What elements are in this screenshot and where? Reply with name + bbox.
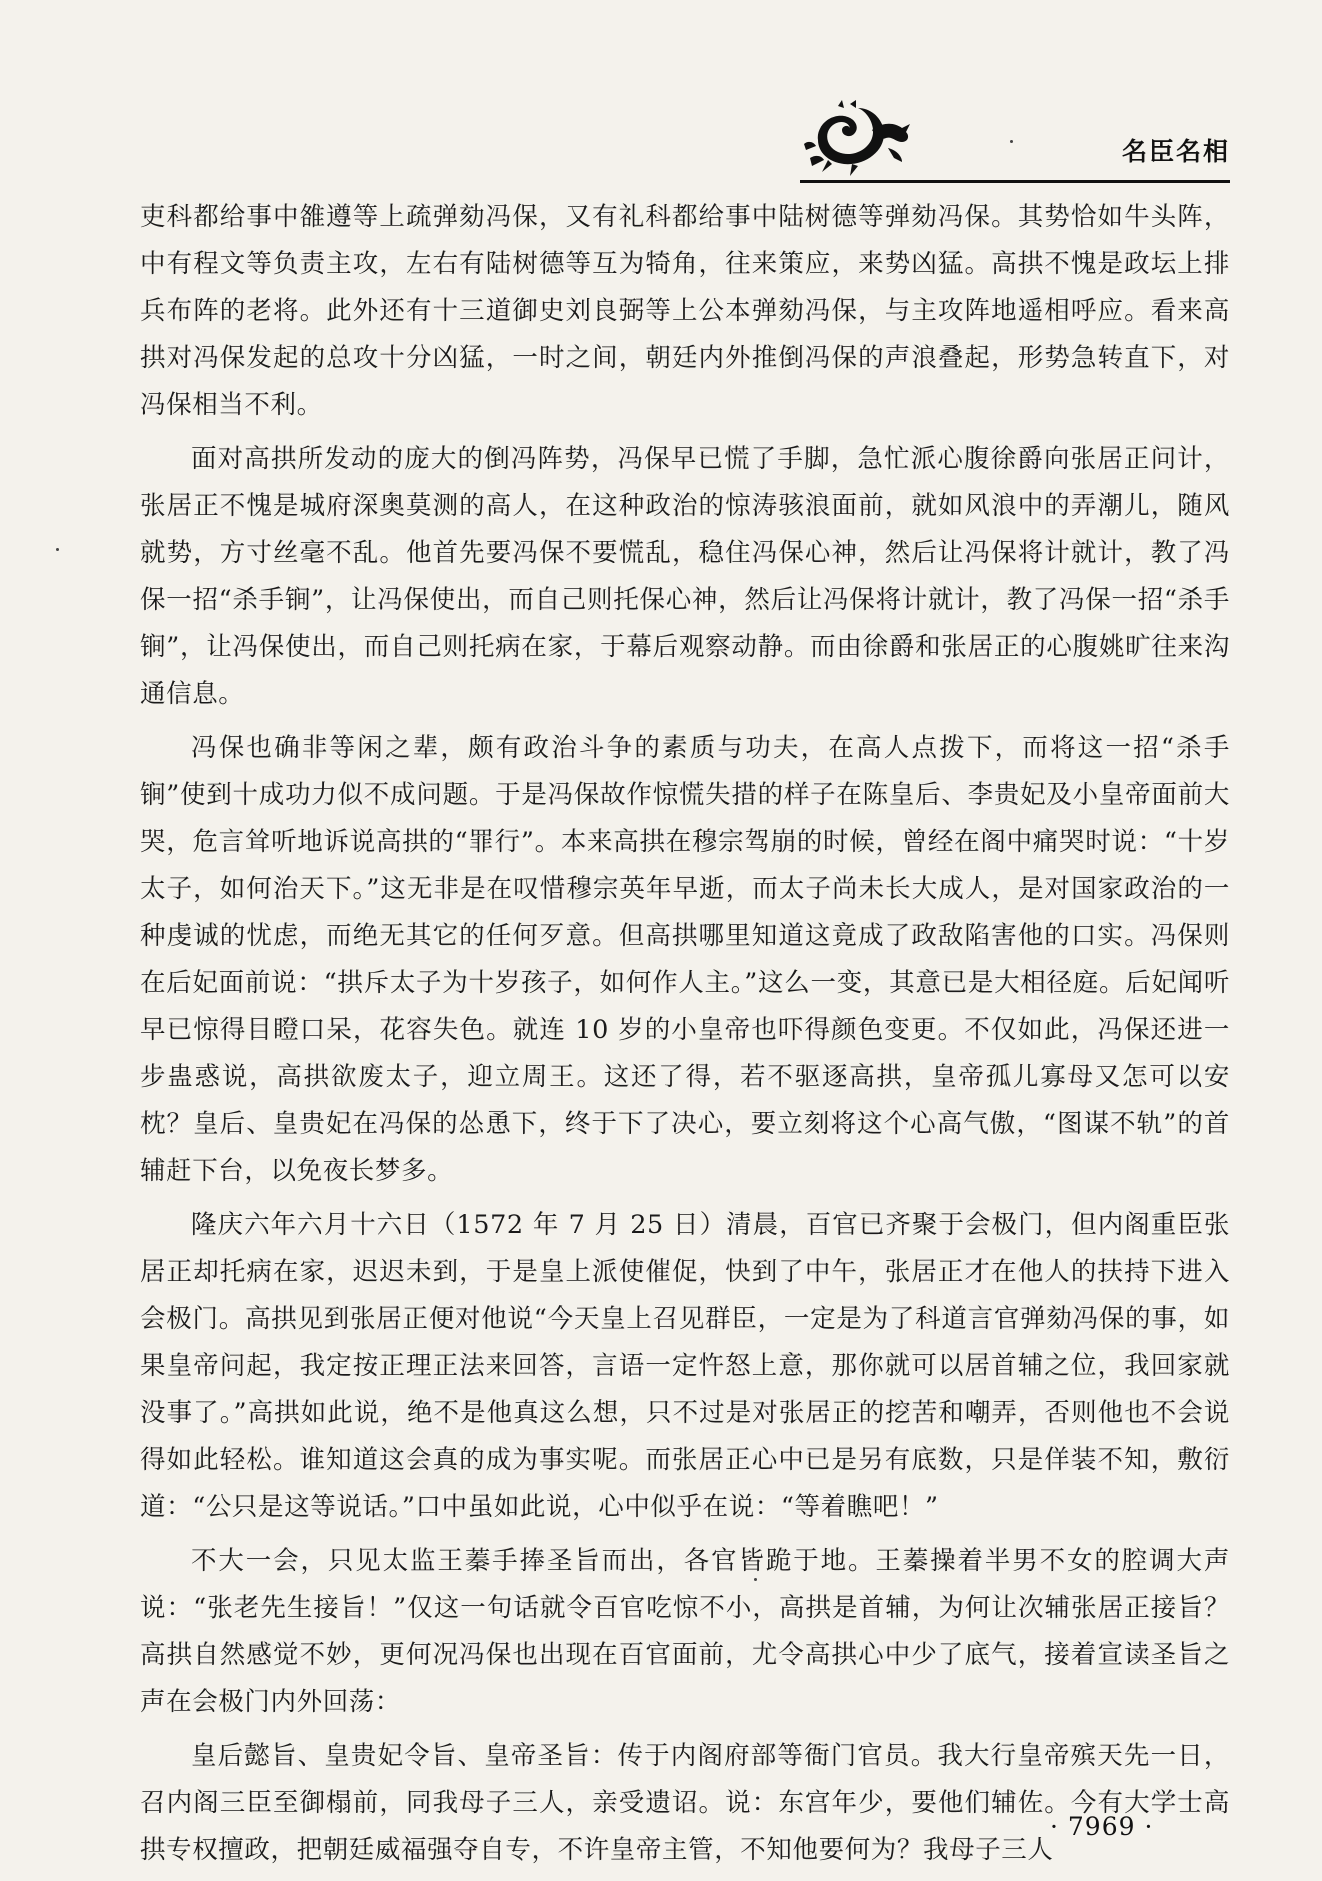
page-header xyxy=(140,100,1230,190)
scan-speck xyxy=(754,1578,757,1581)
section-title: 名臣名相 xyxy=(1121,137,1230,166)
scan-speck xyxy=(1010,140,1013,143)
dragon-emblem-icon xyxy=(798,100,918,178)
paragraph: 冯保也确非等闲之辈，颇有政治斗争的素质与功夫，在高人点拨下，而将这一招“杀手锏”使到十成功力似不成问题。于是冯保故作惊慌失措的样子在陈皇后、李贵妃及小皇帝面前大哭，危言耸听地诉说高拱的“罪行”。本来高拱在穆宗驾崩的时候，曾经在阁中痛哭时说：“十岁太子，如何治天下。”这无非是在叹惜穆宗英年早逝，而太子尚未长大成人，是对国家政治的一种虔诚的忧虑，而绝无其它的任何歹意。但高拱哪里知道这竟成了政敌陷害他的口实。冯保则在后妃面前说：“拱斥太子为十岁孩子，如何作人主。”这么一变，其意已是大相径庭。后妃闻听早已惊得目瞪口呆，花容失色。就连 10 岁的小皇帝也吓得颜色变更。不仅如此，冯保还进一步蛊惑说，高拱欲废太子，迎立周王。这还了得，若不驱逐高拱，皇帝孤儿寡母又怎可以安枕？皇后、皇贵妃在冯保的怂恿下，终于下了决心，要立刻将这个心高气傲，“图谋不轨”的首辅赶下台，以免夜长梦多。 xyxy=(140,733,1230,1186)
paragraph: 隆庆六年六月十六日（1572 年 7 月 25 日）清晨，百官已齐聚于会极门，但内阁重臣张居正却托病在家，迟迟未到，于是皇上派使催促，快到了中午，张居正才在他人的扶持下进入会极门。高拱见到张居正便对他说“今天皇上召见群臣，一定是为了科道言官弹劾冯保的事，如果皇帝问起，我定按正理正法来回答，言语一定忤怒上意，那你就可以居首辅之位，我回家就没事了。”高拱如此说，绝不是他真这么想，只不过是对张居正的挖苦和嘲弄，否则他也不会说得如此轻松。谁知道这会真的成为事实呢。而张居正心中已是另有底数，只是佯装不知，敷衍道：“公只是这等说话。”口中虽如此说，心中似乎在说：“等着瞧吧！” xyxy=(140,1210,1230,1522)
paragraph: 不大一会，只见太监王蓁手捧圣旨而出，各官皆跪于地。王蓁操着半男不女的腔调大声说：“张老先生接旨！”仅这一句话就令百官吃惊不小，高拱是首辅，为何让次辅张居正接旨？高拱自然感觉不妙，更何况冯保也出现在百官面前，尤令高拱心中少了底气，接着宣读圣旨之声在会极门内外回荡： xyxy=(140,1546,1230,1717)
article-body xyxy=(140,194,1230,1881)
paragraph: 皇后懿旨、皇贵妃令旨、皇帝圣旨：传于内阁府部等衙门官员。我大行皇帝殡天先一日，召内阁三臣至御榻前，同我母子三人，亲受遗诏。说：东宫年少，要他们辅佐。今有大学士高拱专权擅政，把朝廷威福强夺自专，不许皇帝主管，不知他要何为？我母子三人 xyxy=(140,1741,1230,1865)
page-number: · 7969 · xyxy=(1050,1812,1154,1841)
paragraph: 吏科都给事中雒遵等上疏弹劾冯保，又有礼科都给事中陆树德等弹劾冯保。其势恰如牛头阵，中有程文等负责主攻，左右有陆树德等互为犄角，往来策应，来势凶猛。高拱不愧是政坛上排兵布阵的老将。此外还有十三道御史刘良弼等上公本弹劾冯保，与主攻阵地遥相呼应。看来高拱对冯保发起的总攻十分凶猛，一时之间，朝廷内外推倒冯保的声浪叠起，形势急转直下，对冯保相当不利。 xyxy=(140,202,1230,420)
header-rule xyxy=(800,180,1230,183)
paragraph: 面对高拱所发动的庞大的倒冯阵势，冯保早已慌了手脚，急忙派心腹徐爵向张居正问计，张居正不愧是城府深奥莫测的高人，在这种政治的惊涛骇浪面前，就如风浪中的弄潮儿，随风就势，方寸丝毫不乱。他首先要冯保不要慌乱，稳住冯保心神，然后让冯保将计就计，教了冯保一招“杀手锏”，让冯保使出，而自己则托保心神，然后让冯保将计就计，教了冯保一招“杀手锏”，让冯保使出，而自己则托病在家，于幕后观察动静。而由徐爵和张居正的心腹姚旷往来沟通信息。 xyxy=(140,444,1230,709)
scan-speck xyxy=(56,548,59,551)
